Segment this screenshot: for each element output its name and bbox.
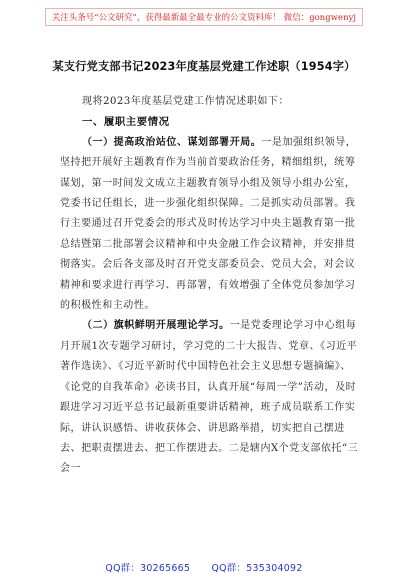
- document-title: 某支行党支部书记2023年度基层党建工作述职（1954字）: [52, 60, 356, 73]
- footer-qq-group-2: QQ群：535304092: [211, 563, 303, 574]
- promo-banner: 关注头条号“公文研究”，获得最新最全最专业的公文资料库！ 微信：gongwenyj: [45, 8, 363, 26]
- section-heading: 一、履职主要情况: [82, 116, 170, 129]
- item1-text: 一是加强组织领导，坚持把开展好主题教育作为当前首要政治任务，精细组织，统筹谋划，第一时间发文成立主题教育领导小组及领导小组办公室，党委书记任组长，进一步强化组织保障。二是抓实动员部署。我行主要通过召开党委会的形式及时传达学习中央主题教育第一批总结暨第二批部署会议精神和中央金融工作会议精神，并安排贯彻落实。会后各支部及时召开党支部委员会、党员大会，对会议精神和要求进行再学习、再部署，有效增强了全体党员参加学习的积极性和主动性。: [60, 136, 357, 312]
- item2-text: 一是党委理论学习中心组每月开展1次专题学习研讨，学习党的二十大报告、党章、《习近平著作选读》、《习近平新时代中国特色社会主义思想专题摘编》、《论党的自我革命》必读书目，认真开展“每周一学”活动，及时跟进学习习近平总书记最新重要讲话精神，班子成员联系工作实际，讲认识感悟、讲收获体会、讲思路举措，切实把自己摆进去、把职责摆进去、把工作摆进去。二是辖内X个党支部依托“三会一: [60, 320, 359, 475]
- top-banner-bar: [0, 0, 408, 33]
- item1-paragraph: [60, 133, 360, 317]
- item2-paragraph: [60, 316, 360, 479]
- item2-label: （二）旗帜鲜明开展理论学习。: [82, 320, 230, 332]
- item1-label: （一）提高政治站位、谋划部署开局。: [82, 136, 262, 148]
- document-body: [60, 92, 360, 480]
- intro-paragraph: 现将2023年度基层党建工作情况述职如下：: [82, 96, 289, 107]
- footer-contacts: [0, 560, 408, 574]
- footer-qq-group-1: QQ群：30265665: [105, 563, 191, 574]
